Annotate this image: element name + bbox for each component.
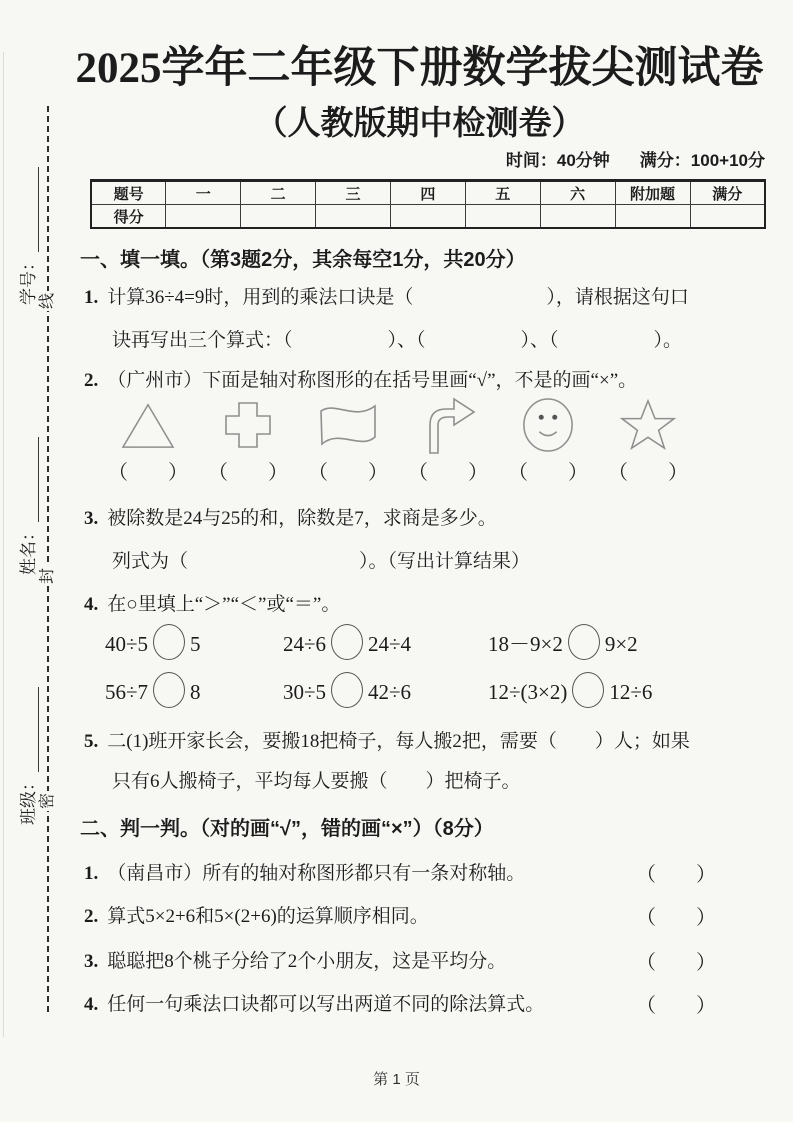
comparison-left: 40÷5: [105, 632, 149, 656]
comparison-circle: [331, 624, 363, 660]
question-number: 4.: [84, 594, 99, 615]
score-table-cell: 附加题: [615, 181, 690, 205]
comparison-item: [488, 672, 652, 708]
comparison-right: 9×2: [604, 632, 638, 656]
comparison-right: 12÷6: [609, 680, 653, 704]
seal-char-xian: 线: [39, 293, 56, 310]
question-number: 2.: [84, 906, 99, 927]
comparison-right: 42÷6: [368, 680, 412, 704]
student-name-label: 姓名：: [19, 524, 38, 575]
score-table-cell: 六: [540, 181, 615, 205]
comparison-left: 56÷7: [105, 680, 149, 704]
comparison-item: [283, 672, 411, 708]
student-name-blank: [23, 437, 39, 522]
page-title: 2025学年二年级下册数学拔尖测试卷: [75, 45, 764, 92]
score-blank-cell: [241, 205, 316, 229]
shape-cell: [298, 394, 398, 456]
shape-cell: [98, 394, 198, 456]
comparison-circle: [331, 672, 363, 708]
judge-item-2: [84, 901, 744, 928]
seal-dashed-line: [47, 106, 49, 1012]
judge-item-1: [84, 858, 744, 885]
answer-paren: （ ）: [636, 995, 716, 1017]
symmetry-shapes-row: [98, 394, 698, 456]
seal-char-feng: 封: [39, 568, 56, 585]
comparison-item: [105, 624, 201, 660]
full-score-label: 满分：100+10分: [639, 151, 765, 170]
question-text: 二(1)班开家长会，要搬18把椅子，每人搬2把，需要（ ）人；如果: [107, 731, 690, 752]
question-text: 列式为（ ）。（写出计算结果）: [112, 551, 531, 572]
question-number: 3.: [84, 951, 99, 972]
symmetry-answer-row: [98, 456, 698, 485]
question-2-line-1: [84, 365, 637, 392]
answer-paren: （ ）: [508, 462, 588, 484]
student-id-blank: [23, 167, 39, 252]
question-text: 任何一句乘法口诀都可以写出两道不同的除法算式。: [107, 994, 545, 1015]
comparison-right: 5: [190, 632, 201, 656]
answer-paren: （ ）: [636, 864, 716, 886]
score-table-header-row: [91, 181, 765, 205]
score-table-cell: 四: [391, 181, 466, 205]
comparison-item: [105, 672, 201, 708]
comparison-item: [283, 624, 411, 660]
judge-item-4: [84, 989, 744, 1016]
score-blank-cell: [615, 205, 690, 229]
class-field: [17, 665, 39, 825]
question-4-line-1: [84, 589, 340, 616]
question-number: 1.: [84, 863, 99, 884]
section-one-heading: 一、填一填。（第3题2分，其余每空1分，共20分）: [80, 249, 526, 271]
score-blank-cell: [465, 205, 540, 229]
comparison-circle: [568, 624, 600, 660]
cross-shape: [222, 399, 274, 451]
question-number: 5.: [84, 731, 99, 752]
page-edge-line: [3, 52, 4, 1037]
class-blank: [23, 687, 39, 772]
question-1-line-1: [84, 282, 689, 309]
comparison-left: 30÷5: [283, 680, 327, 704]
score-table-cell: 满分: [690, 181, 765, 205]
answer-paren: （ ）: [108, 462, 188, 484]
comparison-circle: [572, 672, 604, 708]
question-text: 聪聪把8个桃子分给了2个小朋友，这是平均分。: [107, 951, 507, 972]
comparison-right: 8: [190, 680, 201, 704]
comparison-left: 18－9×2: [488, 632, 563, 656]
student-id-label: 学号：: [19, 254, 38, 305]
smiley-face-shape: [521, 396, 575, 454]
score-blank-cell: [316, 205, 391, 229]
question-text: 计算36÷4=9时，用到的乘法口诀是（ ），请根据这句口: [107, 287, 689, 308]
section-two-heading: 二、判一判。（对的画“√”，错的画“×”）（8分）: [80, 818, 494, 840]
comparison-left: 12÷(3×2): [488, 680, 568, 704]
score-table: [90, 179, 766, 229]
question-text: 在○里填上“＞”“＜”或“＝”。: [107, 594, 341, 615]
score-blank-cell: [166, 205, 241, 229]
score-row-label: 得分: [91, 205, 166, 229]
question-number: 3.: [84, 508, 99, 529]
question-number: 4.: [84, 994, 99, 1015]
question-5-line-1: [84, 726, 690, 753]
question-text: 算式5×2+6和5×(2+6)的运算顺序相同。: [107, 906, 429, 927]
question-3-line-2: [112, 546, 530, 573]
page-subtitle: （人教版期中检测卷）: [254, 106, 585, 142]
question-text: （广州市）下面是轴对称图形的在括号里画“√”，不是的画“×”。: [107, 370, 638, 391]
score-table-cell: 一: [166, 181, 241, 205]
answer-paren: （ ）: [636, 907, 716, 929]
score-table-cell: 二: [241, 181, 316, 205]
comparison-circle: [153, 672, 185, 708]
answer-paren: （ ）: [308, 462, 388, 484]
score-blank-cell: [540, 205, 615, 229]
answer-paren: （ ）: [408, 462, 488, 484]
shape-cell: [598, 394, 698, 456]
answer-paren: （ ）: [608, 462, 688, 484]
answer-paren: （ ）: [208, 462, 288, 484]
score-table-cell: 五: [465, 181, 540, 205]
question-3-line-1: [84, 503, 497, 530]
time-limit-label: 时间：40分钟: [505, 151, 610, 170]
judge-item-3: [84, 946, 744, 973]
comparison-left: 24÷6: [283, 632, 327, 656]
question-text: 诀再写出三个算式：（ ）、（ ）、（ ）。: [112, 330, 683, 351]
class-label: 班级：: [19, 774, 38, 825]
score-blank-cell: [690, 205, 765, 229]
shape-cell: [398, 394, 498, 456]
exam-meta: [506, 146, 765, 171]
question-number: 1.: [84, 287, 99, 308]
comparison-circle: [153, 624, 185, 660]
shape-cell: [498, 394, 598, 456]
triangle-shape: [119, 399, 177, 451]
score-table-cell: 题号: [91, 181, 166, 205]
question-1-line-2: [112, 325, 682, 352]
shape-cell: [198, 394, 298, 456]
question-number: 2.: [84, 370, 99, 391]
turn-arrow-shape: [420, 395, 476, 455]
star-shape: [619, 397, 677, 453]
score-blank-cell: [391, 205, 466, 229]
question-text: （南昌市）所有的轴对称图形都只有一条对称轴。: [107, 863, 526, 884]
comparison-right: 24÷4: [368, 632, 412, 656]
score-table-score-row: [91, 205, 765, 229]
score-table-cell: 三: [316, 181, 391, 205]
seal-char-mi: 密: [39, 793, 56, 810]
comparison-item: [488, 624, 638, 660]
answer-paren: （ ）: [636, 952, 716, 974]
flag-shape: [315, 399, 381, 451]
question-text: 只有6人搬椅子，平均每人要搬（ ）把椅子。: [112, 771, 521, 792]
question-text: 被除数是24与25的和，除数是7，求商是多少。: [107, 508, 497, 529]
student-id-field: [17, 145, 39, 305]
student-name-field: [17, 415, 39, 575]
question-5-line-2: [112, 766, 521, 793]
page-number: 第 1 页: [373, 1071, 420, 1088]
